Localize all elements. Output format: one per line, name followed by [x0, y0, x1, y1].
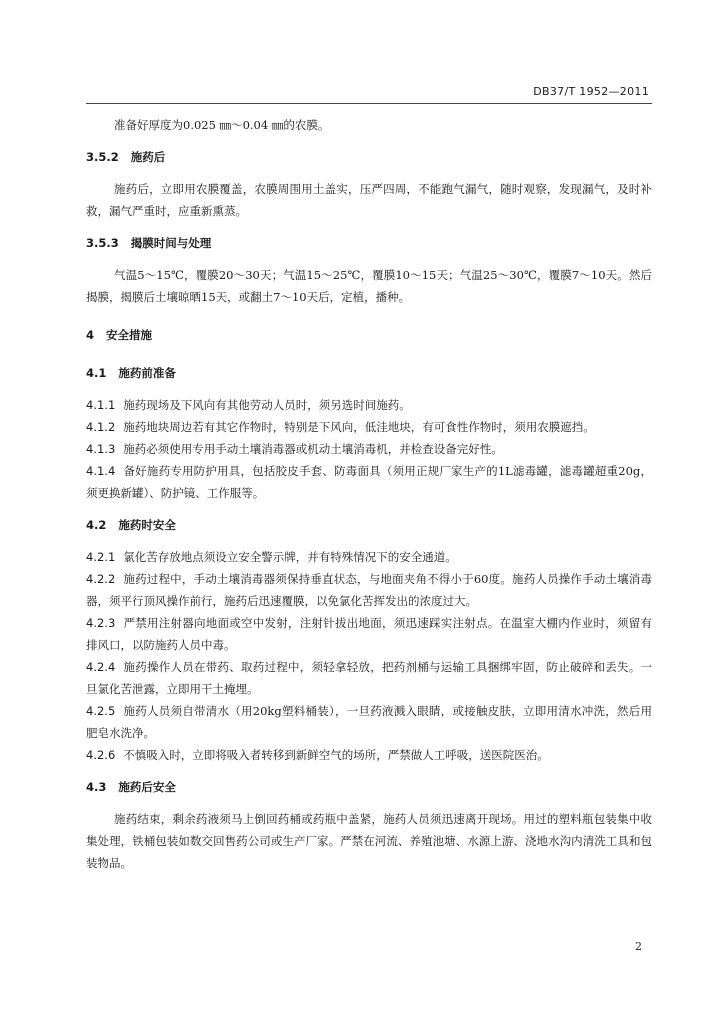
section-number: 4.1 [86, 366, 107, 380]
header-rule [86, 103, 652, 104]
clause-number: 4.1.4 [86, 464, 116, 478]
clause-4-1-3 [86, 438, 652, 460]
section-number: 4.3 [86, 780, 107, 794]
section-title-text: 施药后安全 [118, 780, 176, 794]
section-number: 3.5.2 [86, 150, 119, 164]
section-3-5-3-title [86, 232, 652, 254]
section-4-1-title [86, 362, 652, 384]
section-4-3-title [86, 776, 652, 798]
page-number: 2 [635, 940, 642, 953]
clause-number: 4.1.3 [86, 442, 116, 456]
clause-text: 严禁用注射器向地面或空中发射，注射针拔出地面，须迅速踩实注射点。在温室大棚内作业时，须留有排风口，以防施药人员中毒。 [86, 616, 652, 652]
clause-number: 4.2.3 [86, 616, 116, 630]
clause-text: 施药过程中，手动土壤消毒器须保持垂直状态，与地面夹角不得小于60度。施药人员操作手动土壤消毒器，须平行顶风操作前行，施药后迅速覆膜，以免氯化苦挥发出的浓度过大。 [86, 572, 652, 608]
clause-number: 4.2.2 [86, 572, 116, 586]
clause-4-2-2 [86, 568, 652, 612]
document-body [86, 114, 652, 874]
section-3-5-2-title [86, 146, 652, 168]
clause-4-2-4 [86, 656, 652, 700]
section-number: 4 [86, 328, 95, 342]
section-4-title [86, 324, 652, 346]
clause-number: 4.1.1 [86, 398, 116, 412]
section-4-2-title [86, 514, 652, 536]
clause-text: 施药人员须自带清水（用20kg塑料桶装），一旦药液溅入眼睛，或接触皮肤，立即用清水冲洗，然后用肥皂水洗净。 [86, 704, 652, 740]
section-title-text: 施药时安全 [118, 518, 176, 532]
clause-text: 施药地块周边若有其它作物时，特别是下风向，低洼地块，有可食性作物时，须用农膜遮挡。 [123, 420, 595, 434]
clause-4-2-3 [86, 612, 652, 656]
section-title-text: 安全措施 [106, 328, 153, 342]
clause-text: 氯化苦存放地点须设立安全警示牌，并有特殊情况下的安全通道。 [123, 550, 457, 564]
clause-text: 不慎吸入时，立即将吸入者转移到新鲜空气的场所，严禁做人工呼吸，送医院医治。 [123, 748, 549, 762]
section-3-5-3-text: 气温5～15℃，覆膜20～30天；气温15～25℃，覆膜10～15天；气温25～30℃，覆膜7～10天。然后揭膜，揭膜后土壤晾晒15天，或翻土7～10天后，定植，播种。 [86, 268, 652, 304]
clause-4-1-4 [86, 460, 652, 504]
clause-number: 4.2.4 [86, 660, 116, 674]
section-number: 4.2 [86, 518, 107, 532]
section-title-text: 施药后 [130, 150, 166, 164]
clause-4-2-5 [86, 700, 652, 744]
clause-text: 备好施药专用防护用具，包括胶皮手套、防毒面具（须用正规厂家生产的1L滤毒罐，滤毒罐超重20g，须更换新罐）、防护镜、工作服等。 [86, 464, 652, 500]
section-number: 3.5.3 [86, 236, 119, 250]
clause-number: 4.2.5 [86, 704, 116, 718]
standard-code: DB37/T 1952—2011 [533, 85, 649, 98]
clause-4-2-6 [86, 744, 652, 766]
clause-number: 4.2.1 [86, 550, 116, 564]
section-title-text: 揭膜时间与处理 [130, 236, 212, 250]
clause-text: 施药现场及下风向有其他劳动人员时，须另选时间施药。 [123, 398, 411, 412]
clause-4-1-2 [86, 416, 652, 438]
clause-text: 施药操作人员在带药、取药过程中，须轻拿轻放，把药剂桶与运输工具捆绑牢固，防止破碎和丢失。一旦氯化苦泄露，立即用干土掩埋。 [86, 660, 652, 696]
clause-text: 施药必须使用专用手动土壤消毒器或机动土壤消毒机，并检查设备完好性。 [123, 442, 503, 456]
section-3-5-2-text: 施药后，立即用农膜覆盖，农膜周围用土盖实，压严四周，不能跑气漏气，随时观察，发现漏气，及时补救，漏气严重时，应重新熏蒸。 [86, 182, 652, 218]
section-title-text: 施药前准备 [118, 366, 176, 380]
clause-4-2-1 [86, 546, 652, 568]
clause-number: 4.1.2 [86, 420, 116, 434]
section-4-3-text: 施药结束，剩余药液须马上倒回药桶或药瓶中盖紧，施药人员须迅速离开现场。用过的塑料瓶包装集中收集处理，铁桶包装如数交回售药公司或生产厂家。严禁在河流、养殖池塘、水源上游、浇地水沟内清洗工具和包装物品。 [86, 812, 652, 870]
clause-4-1-1 [86, 394, 652, 416]
clause-number: 4.2.6 [86, 748, 116, 762]
intro-line: 准备好厚度为0.025 ㎜～0.04 ㎜的农膜。 [114, 118, 330, 132]
